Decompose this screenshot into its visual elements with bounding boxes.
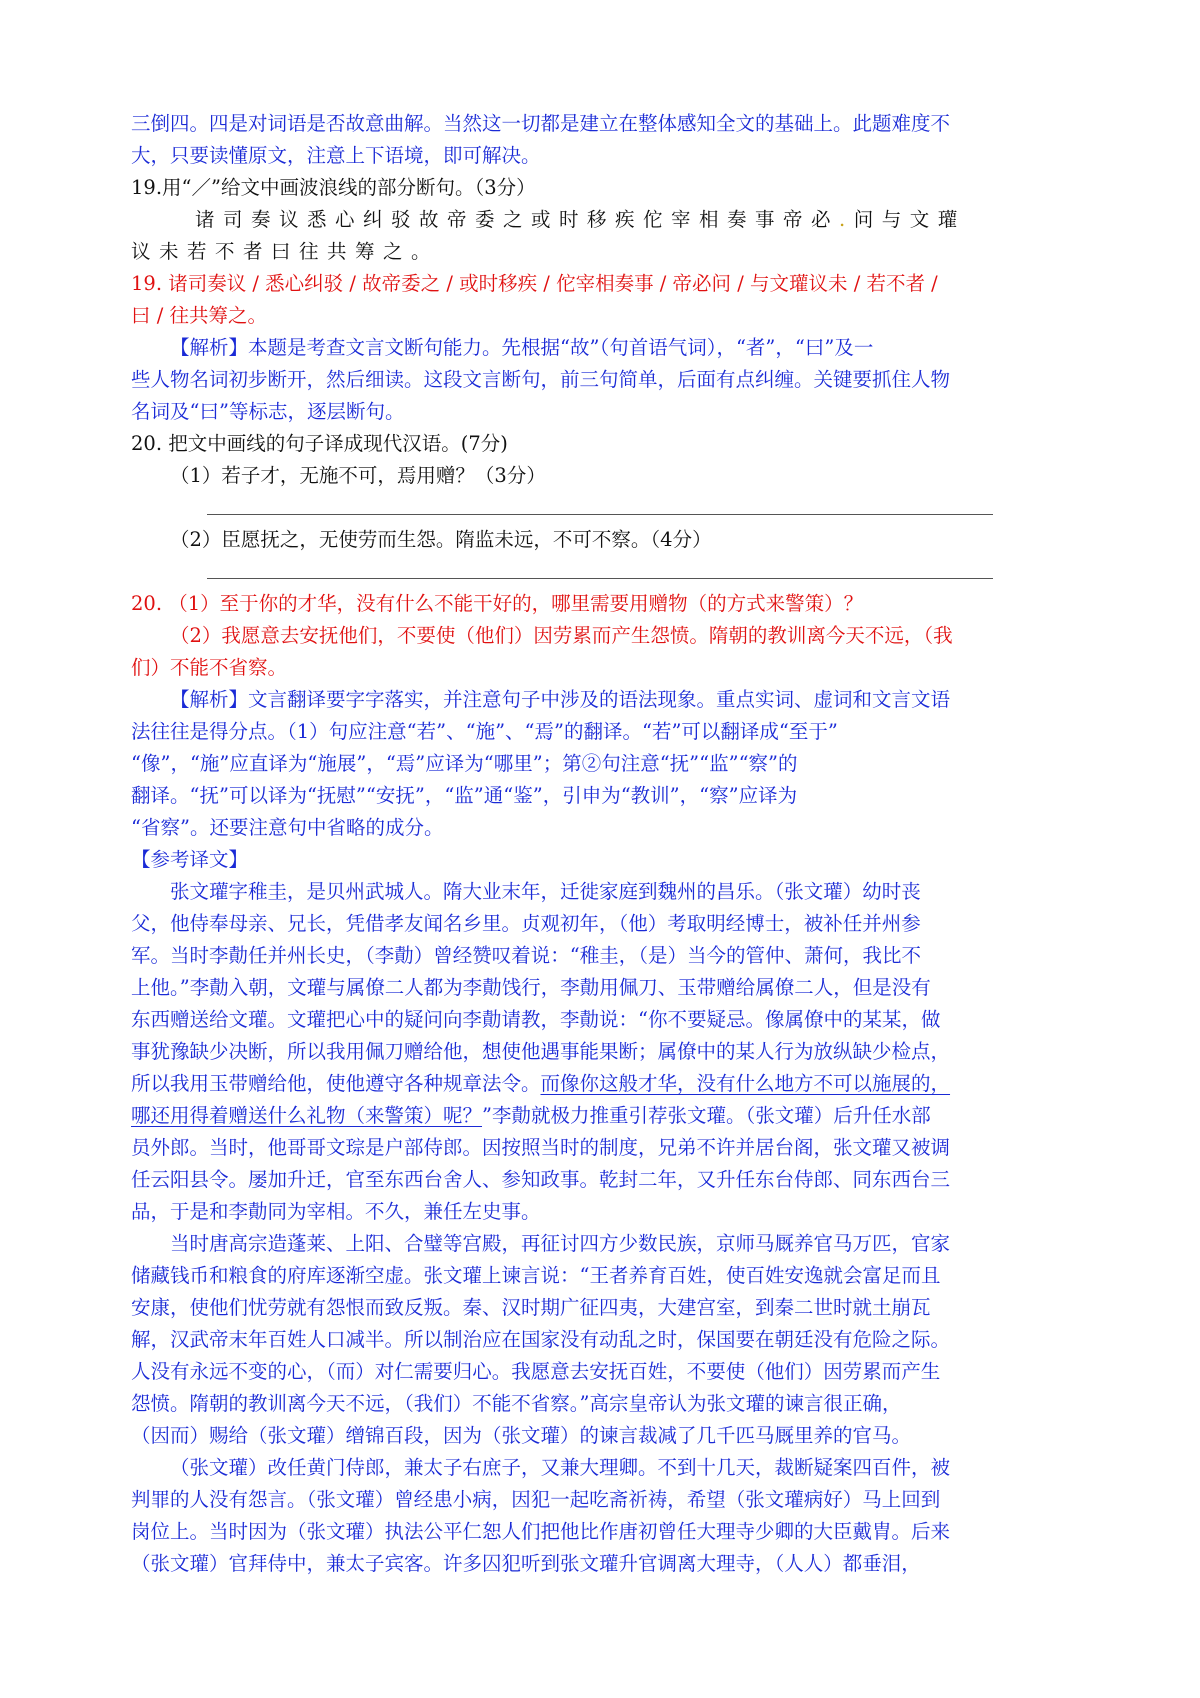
text-line [131, 908, 1071, 940]
line-text: 19.用“／”给文中画波浪线的部分断句。（3分） [131, 176, 536, 199]
line-text: （张文瓘）改任黄门侍郎，兼太子右庶子，又兼大理卿。不到十几天，裁断疑案四百件，被 [170, 1456, 951, 1479]
line-text: 怨愤。隋朝的教训离今天不远，（我们）不能不省察。”高宗皇帝认为张文瓘的谏言很正确， [131, 1392, 902, 1415]
line-text: 问与文瓘 [853, 208, 966, 231]
text-line [131, 780, 1071, 812]
line-text: 军。当时李勣任并州长史，（李勣）曾经赞叹着说：“稚圭，（是）当今的管仲、萧何，我比不 [131, 944, 921, 967]
line-text: 品，于是和李勣同为宰相。不久，兼任左史事。 [131, 1200, 541, 1223]
answer-blank-line [131, 492, 1071, 524]
line-text: 些人物名词初步断开，然后细读。这段文言断句，前三句简单，后面有点纠缠。关键要抓住人物 [131, 368, 951, 391]
document-body [131, 108, 1071, 1580]
line-text: “省察”。还要注意句中省略的成分。 [131, 816, 444, 839]
text-line [131, 1292, 1071, 1324]
text-line [131, 1452, 1071, 1484]
text-line [131, 300, 1071, 332]
text-line [131, 108, 1071, 140]
line-text: 20. （1）至于你的才华，没有什么不能干好的，哪里需要用赠物（的方式来警策）？ [131, 592, 864, 615]
line-text: 【解析】本题是考查文言文断句能力。先根据“故”（句首语气词），“者”，“曰”及一 [170, 336, 874, 359]
text-line [131, 1516, 1071, 1548]
line-text: 人没有永远不变的心，（而）对仁需要归心。我愿意去安抚百姓，不要使（他们）因劳累而产生 [131, 1360, 941, 1383]
text-line [131, 812, 1071, 844]
line-text: 三倒四。四是对词语是否故意曲解。当然这一切都是建立在整体感知全文的基础上。此题难度不 [131, 112, 951, 135]
text-line [131, 1196, 1071, 1228]
text-line [131, 1004, 1071, 1036]
wave-mark: . [839, 208, 854, 231]
line-text: 议未若不者曰往共筹之。 [131, 240, 440, 263]
text-line [131, 524, 1071, 556]
text-line [131, 1164, 1071, 1196]
line-text: （2）我愿意去安抚他们，不要使（他们）因劳累而产生怨愤。隋朝的教训离今天不远，（我 [170, 624, 953, 647]
text-line [131, 1420, 1071, 1452]
answer-blank-line [131, 556, 1071, 588]
line-text: 20. 把文中画线的句子译成现代汉语。(7分) [131, 432, 508, 455]
line-text: 储藏钱币和粮食的府库逐渐空虚。张文瓘上谏言说：“王者养育百姓，使百姓安逸就会富足而且 [131, 1264, 941, 1287]
text-line [131, 876, 1071, 908]
text-line [131, 620, 1071, 652]
line-text: “像”，“施”应直译为“施展”，“焉”应译为“哪里”；第②句注意“抚”“监”“察”的 [131, 752, 798, 775]
line-text: （因而）赐给（张文瓘）缯锦百段，因为（张文瓘）的谏言裁减了几千匹马厩里养的官马。 [131, 1424, 912, 1447]
text-line [131, 684, 1071, 716]
line-text: 张文瓘字稚圭，是贝州武城人。隋大业末年，迁徙家庭到魏州的昌乐。（张文瓘）幼时丧 [170, 880, 921, 903]
line-text: 上他。”李勣入朝，文瓘与属僚二人都为李勣饯行，李勣用佩刀、玉带赠给属僚二人，但是没有 [131, 976, 931, 999]
text-line [131, 716, 1071, 748]
text-line [131, 1260, 1071, 1292]
text-line [131, 1484, 1071, 1516]
text-line [131, 332, 1071, 364]
line-text: 【解析】文言翻译要字字落实，并注意句子中涉及的语法现象。重点实词、虚词和文言文语 [170, 688, 951, 711]
text-line [131, 172, 1071, 204]
line-text: （张文瓘）官拜侍中，兼太子宾客。许多囚犯听到张文瓘升官调离大理寺，（人人）都垂泪， [131, 1552, 921, 1575]
line-text: 任云阳县令。屡加升迁，官至东西台舍人、参知政事。乾封二年，又升任东台侍郎、同东西台三 [131, 1168, 951, 1191]
text-line [131, 1132, 1071, 1164]
text-line [131, 1388, 1071, 1420]
line-text: 法往往是得分点。（1）句应注意“若”、“施”、“焉”的翻译。“若”可以翻译成“至于” [131, 720, 838, 743]
line-text: 而像你这般才华，没有什么地方不可以施展的， [540, 1072, 951, 1095]
text-line [131, 1548, 1071, 1580]
line-text: 所以我用玉带赠给他，使他遵守各种规章法令。 [131, 1072, 541, 1095]
line-text: 解，汉武帝末年百姓人口减半。所以制治应在国家没有动乱之时，保国要在朝廷没有危险之际。 [131, 1328, 951, 1351]
line-text: ”李勣就极力推重引荐张文瓘。（张文瓘）后升任水部 [482, 1104, 931, 1127]
line-text: 当时唐高宗造蓬莱、上阳、合璧等宫殿，再征讨四方少数民族，京师马厩养官马万匹，官家 [170, 1232, 951, 1255]
text-line [131, 396, 1071, 428]
line-text: 诸司奏议悉心纠驳故帝委之或时移疾佗宰相奏事帝必 [195, 208, 840, 231]
text-line [131, 140, 1071, 172]
text-line [131, 460, 1071, 492]
text-line [131, 268, 1071, 300]
text-line [131, 428, 1071, 460]
text-line [131, 1036, 1071, 1068]
line-text: 19. 诸司奏议 / 悉心纠驳 / 故帝委之 / 或时移疾 / 佗宰相奏事 / 帝必问 / 与文瓘议未 / 若不者 / [131, 272, 938, 295]
line-text: 事犹豫缺少决断，所以我用佩刀赠给他，想使他遇事能果断；属僚中的某人行为放纵缺少检点， [131, 1040, 951, 1063]
line-text: 翻译。“抚”可以译为“抚慰”“安抚”，“监”通“鉴”，引申为“教训”，“察”应译为 [131, 784, 798, 807]
line-text: 安康，使他们忧劳就有怨恨而致反叛。秦、汉时期广征四夷，大建宫室，到秦二世时就土崩瓦 [131, 1296, 931, 1319]
line-text: 岗位上。当时因为（张文瓘）执法公平仁恕人们把他比作唐初曾任大理寺少卿的大臣戴胄。后来 [131, 1520, 951, 1543]
text-line [131, 1324, 1071, 1356]
line-text: 曰 / 往共筹之。 [131, 304, 267, 327]
line-text: 哪还用得着赠送什么礼物（来警策）呢？ [131, 1104, 483, 1127]
line-text: 判罪的人没有怨言。（张文瓘）曾经患小病，因犯一起吃斋祈祷，希望（张文瓘病好）马上回到 [131, 1488, 941, 1511]
text-line [131, 940, 1071, 972]
line-text: 【参考译文】 [131, 848, 249, 871]
text-line [131, 204, 1071, 236]
text-line [131, 1100, 1071, 1132]
line-text: （1）若子才，无施不可，焉用赠？（3分） [170, 464, 546, 487]
line-text: 大，只要读懂原文，注意上下语境，即可解决。 [131, 144, 541, 167]
text-line [131, 1068, 1071, 1100]
line-text: 父，他侍奉母亲、兄长，凭借孝友闻名乡里。贞观初年，（他）考取明经博士，被补任并州参 [131, 912, 921, 935]
text-line [131, 972, 1071, 1004]
line-text: 员外郎。当时，他哥哥文琮是户部侍郎。因按照当时的制度，兄弟不许并居台阁，张文瓘又被调 [131, 1136, 951, 1159]
text-line [131, 588, 1071, 620]
text-line [131, 652, 1071, 684]
line-text: 名词及“曰”等标志，逐层断句。 [131, 400, 405, 423]
text-line [131, 364, 1071, 396]
line-text: 们）不能不省察。 [131, 656, 288, 679]
line-text: 东西赠送给文瓘。文瓘把心中的疑问向李勣请教，李勣说：“你不要疑忌。像属僚中的某某，做 [131, 1008, 941, 1031]
text-line [131, 844, 1071, 876]
line-text: （2）臣愿抚之，无使劳而生怨。隋监未远，不可不察。（4分） [170, 528, 712, 551]
text-line [131, 236, 1071, 268]
text-line [131, 1356, 1071, 1388]
text-line [131, 1228, 1071, 1260]
text-line [131, 748, 1071, 780]
